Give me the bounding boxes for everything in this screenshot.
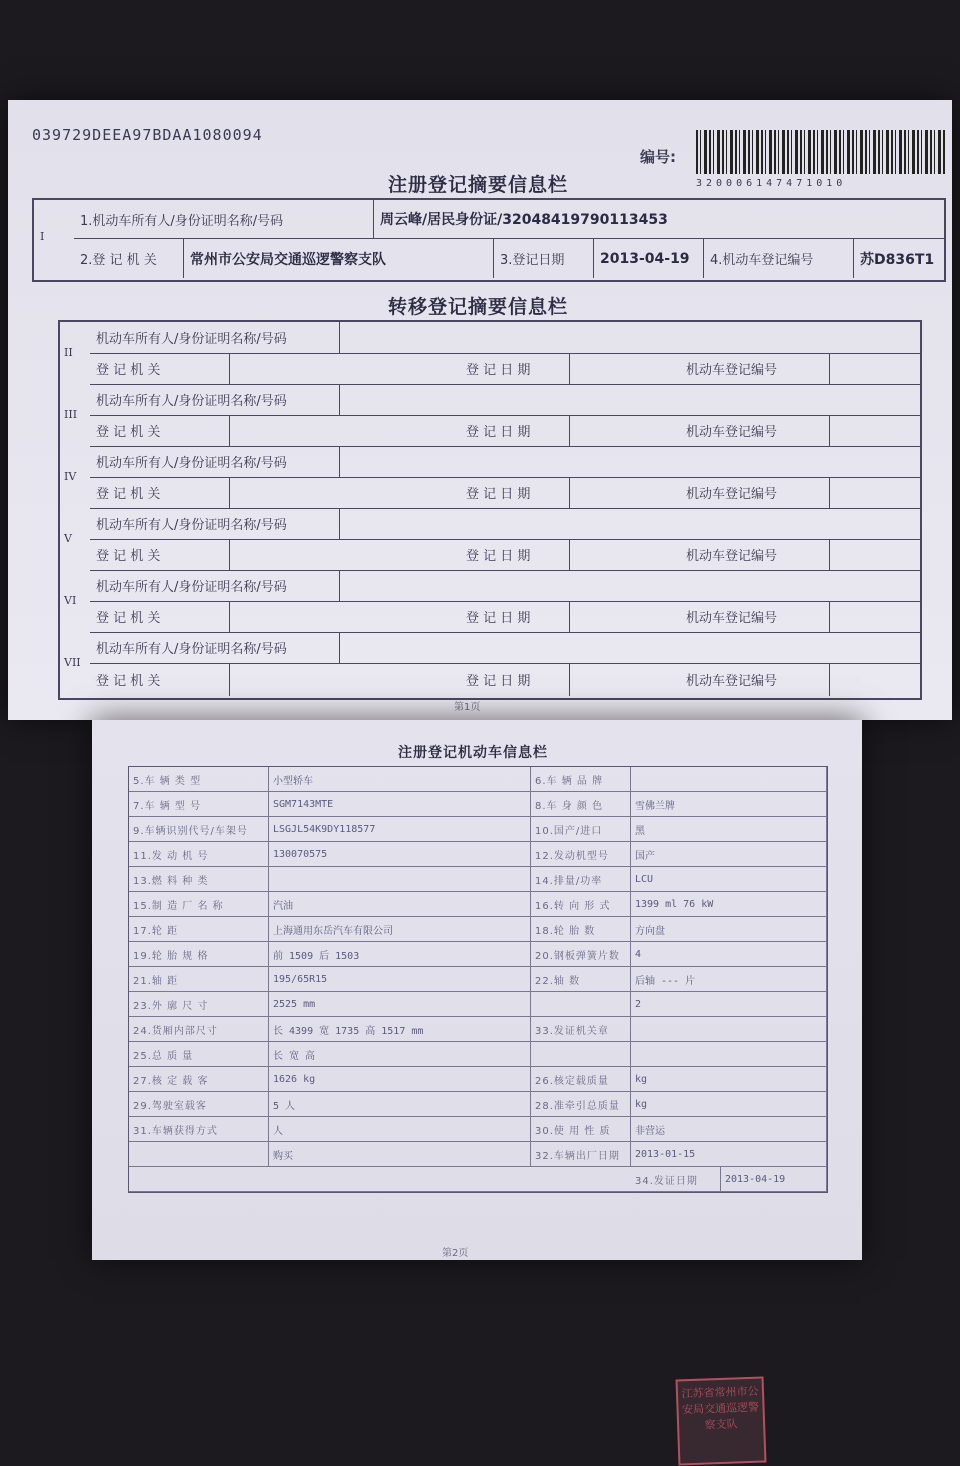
transfer-owner-label: 机动车所有人/身份证明名称/号码 <box>90 632 340 663</box>
registration-summary-title: 注册登记摘要信息栏 <box>388 174 569 196</box>
field-value: 人 <box>269 1117 531 1141</box>
field-value: 195/65R15 <box>269 967 531 991</box>
field-label: 6.车 辆 品 牌 <box>531 767 631 791</box>
field-value: 5 人 <box>269 1092 531 1116</box>
transfer-authority-label: 登 记 机 关 <box>90 539 230 570</box>
table-row <box>129 792 827 817</box>
field-label: 20.钢板弹簧片数 <box>531 942 631 966</box>
table-row <box>129 767 827 792</box>
transfer-date-label: 登 记 日 期 <box>460 415 570 446</box>
field-label <box>129 1142 269 1166</box>
authority-label: 2.登 记 机 关 <box>74 239 184 278</box>
registration-page-2 <box>92 720 862 1432</box>
roman-ii: II <box>64 346 73 359</box>
transfer-owner-label: 机动车所有人/身份证明名称/号码 <box>90 384 340 415</box>
table-row <box>129 1142 827 1167</box>
transfer-regno-label: 机动车登记编号 <box>680 477 830 508</box>
transfer-owner-label: 机动车所有人/身份证明名称/号码 <box>90 570 340 601</box>
issuing-authority-seal <box>676 1376 767 1465</box>
transfer-regno-label: 机动车登记编号 <box>680 353 830 384</box>
field-label: 21.轴 距 <box>129 967 269 991</box>
transfer-authority-label: 登 记 机 关 <box>90 663 230 696</box>
field-label: 26.核定载质量 <box>531 1067 631 1091</box>
barcode-icon <box>696 130 946 174</box>
transfer-date-label: 登 记 日 期 <box>460 663 570 696</box>
field-label: 15.制 造 厂 名 称 <box>129 892 269 916</box>
field-label: 25.总 质 量 <box>129 1042 269 1066</box>
field-value: SGM7143MTE <box>269 792 531 816</box>
table-row <box>129 917 827 942</box>
number-label: 编号: <box>640 148 676 166</box>
field-value <box>631 1017 827 1041</box>
table-row <box>129 1117 827 1142</box>
field-value: LCU <box>631 867 827 891</box>
transfer-owner-label: 机动车所有人/身份证明名称/号码 <box>90 508 340 539</box>
field-label: 8.车 身 颜 色 <box>531 792 631 816</box>
transfer-regno-label: 机动车登记编号 <box>680 539 830 570</box>
owner-label: 1.机动车所有人/身份证明名称/号码 <box>74 200 374 238</box>
roman-vi: VI <box>64 594 77 607</box>
field-value: 汽油 <box>269 892 531 916</box>
field-value: 上海通用东岳汽车有限公司 <box>269 917 531 941</box>
field-value: 130070575 <box>269 842 531 866</box>
field-label: 10.国产/进口 <box>531 817 631 841</box>
field-value: 1399 ml 76 kW <box>631 892 827 916</box>
reg-date-label: 3.登记日期 <box>494 239 594 278</box>
table-row <box>129 817 827 842</box>
table-row <box>129 992 827 1017</box>
transfer-summary-title: 转移登记摘要信息栏 <box>388 296 569 318</box>
regno-value: 苏D836T1 <box>860 251 935 268</box>
table-row <box>129 867 827 892</box>
serial-number: 039729DEEA97BDAA1080094 <box>32 126 263 144</box>
field-label: 19.轮 胎 规 格 <box>129 942 269 966</box>
field-label: 7.车 辆 型 号 <box>129 792 269 816</box>
field-label: 29.驾驶室载客 <box>129 1092 269 1116</box>
field-value: 后轴 --- 片 <box>631 967 827 991</box>
transfer-regno-label: 机动车登记编号 <box>680 601 830 632</box>
field-value: 2 <box>631 992 827 1016</box>
section-roman: I <box>40 230 45 243</box>
field-value: 黑 <box>631 817 827 841</box>
page-number: 第1页 <box>454 702 481 713</box>
roman-iv: IV <box>64 470 77 483</box>
field-label: 28.准牵引总质量 <box>531 1092 631 1116</box>
field-value: 小型轿车 <box>269 767 531 791</box>
table-row <box>129 842 827 867</box>
field-value: 1626 kg <box>269 1067 531 1091</box>
field-label: 9.车辆识别代号/车架号 <box>129 817 269 841</box>
field-label: 5.车 辆 类 型 <box>129 767 269 791</box>
field-label: 30.使 用 性 质 <box>531 1117 631 1141</box>
field-label: 11.发 动 机 号 <box>129 842 269 866</box>
field-value <box>631 1042 827 1066</box>
field-value: kg <box>631 1067 827 1091</box>
field-value: kg <box>631 1092 827 1116</box>
transfer-owner-label: 机动车所有人/身份证明名称/号码 <box>90 322 340 353</box>
transfer-regno-label: 机动车登记编号 <box>680 415 830 446</box>
field-value: 方向盘 <box>631 917 827 941</box>
transfer-summary-table <box>58 320 922 700</box>
transfer-date-label: 登 记 日 期 <box>460 353 570 384</box>
reg-date-value: 2013-04-19 <box>594 239 704 278</box>
issue-date-label: 34.发证日期 <box>631 1167 721 1191</box>
field-value: 2013-01-15 <box>631 1142 827 1166</box>
table-row <box>129 1017 827 1042</box>
table-row <box>129 1042 827 1067</box>
transfer-date-label: 登 记 日 期 <box>460 601 570 632</box>
transfer-authority-label: 登 记 机 关 <box>90 601 230 632</box>
field-label: 31.车辆获得方式 <box>129 1117 269 1141</box>
field-value <box>631 767 827 791</box>
field-label <box>531 992 631 1016</box>
table-row <box>129 892 827 917</box>
page-number: 第2页 <box>442 1248 469 1259</box>
issue-date-value: 2013-04-19 <box>721 1167 827 1191</box>
field-label: 16.转 向 形 式 <box>531 892 631 916</box>
transfer-date-label: 登 记 日 期 <box>460 477 570 508</box>
field-value: 前 1509 后 1503 <box>269 942 531 966</box>
issue-date-row <box>129 1167 827 1192</box>
field-label: 27.核 定 载 客 <box>129 1067 269 1091</box>
field-value: 雪佛兰牌 <box>631 792 827 816</box>
field-label: 18.轮 胎 数 <box>531 917 631 941</box>
seal-text: 江苏省常州市公安局交通巡逻警察支队 <box>681 1384 760 1432</box>
field-label: 33.发证机关章 <box>531 1017 631 1041</box>
barcode-number: 320006147471010 <box>696 178 847 189</box>
field-value <box>269 867 531 891</box>
field-label: 17.轮 距 <box>129 917 269 941</box>
registration-summary-table <box>32 198 946 282</box>
roman-vii: VII <box>64 656 81 669</box>
roman-v: V <box>64 532 72 545</box>
vehicle-info-table <box>128 766 828 1193</box>
field-value: 非营运 <box>631 1117 827 1141</box>
field-label: 32.车辆出厂日期 <box>531 1142 631 1166</box>
transfer-authority-label: 登 记 机 关 <box>90 477 230 508</box>
field-label: 22.轴 数 <box>531 967 631 991</box>
authority-value: 常州市公安局交通巡逻警察支队 <box>184 239 494 278</box>
table-row <box>129 942 827 967</box>
field-value: 国产 <box>631 842 827 866</box>
field-value: 长 宽 高 <box>269 1042 531 1066</box>
owner-value: 周云峰/居民身份证/32048419790113453 <box>380 212 668 228</box>
transfer-owner-label: 机动车所有人/身份证明名称/号码 <box>90 446 340 477</box>
field-value: 2525 mm <box>269 992 531 1016</box>
table-row <box>129 1067 827 1092</box>
table-row <box>129 1092 827 1117</box>
field-value: LSGJL54K9DY118577 <box>269 817 531 841</box>
vehicle-info-title: 注册登记机动车信息栏 <box>398 745 548 761</box>
roman-iii: III <box>64 408 78 421</box>
field-label: 23.外 廓 尺 寸 <box>129 992 269 1016</box>
field-value: 购买 <box>269 1142 531 1166</box>
transfer-authority-label: 登 记 机 关 <box>90 353 230 384</box>
table-row <box>129 967 827 992</box>
field-value: 4 <box>631 942 827 966</box>
field-label: 14.排量/功率 <box>531 867 631 891</box>
field-label <box>531 1042 631 1066</box>
field-label: 12.发动机型号 <box>531 842 631 866</box>
transfer-authority-label: 登 记 机 关 <box>90 415 230 446</box>
registration-page-1 <box>8 100 952 720</box>
transfer-regno-label: 机动车登记编号 <box>680 663 830 696</box>
field-label: 13.燃 料 种 类 <box>129 867 269 891</box>
field-value: 长 4399 宽 1735 高 1517 mm <box>269 1017 531 1041</box>
regno-label: 4.机动车登记编号 <box>704 239 854 278</box>
field-label: 24.货厢内部尺寸 <box>129 1017 269 1041</box>
transfer-date-label: 登 记 日 期 <box>460 539 570 570</box>
